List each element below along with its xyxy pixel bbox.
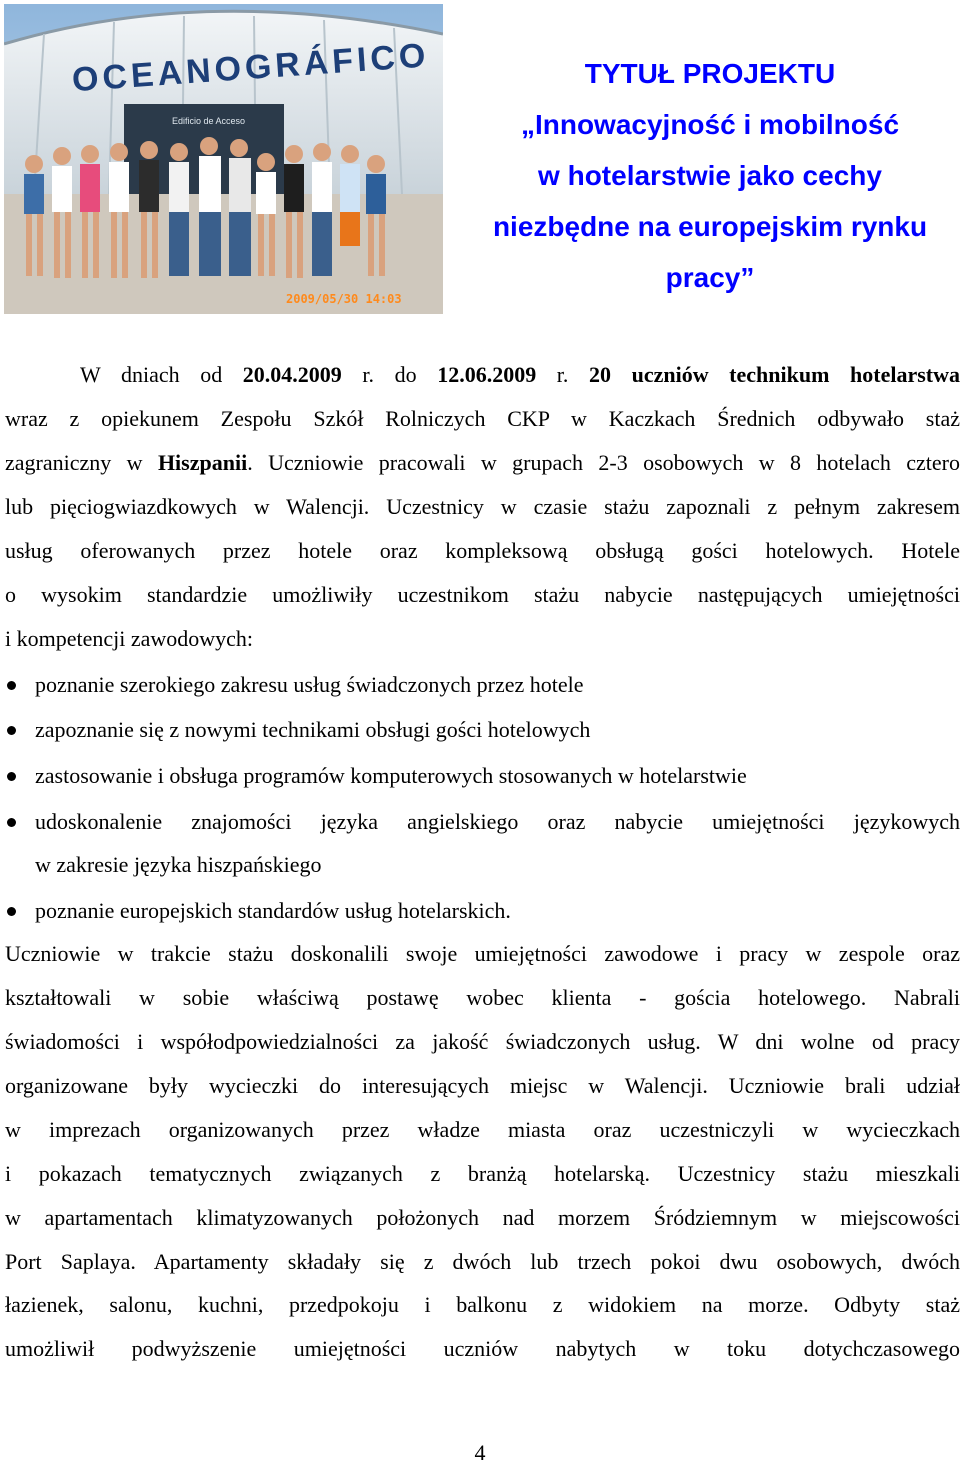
bullet-icon [7, 681, 16, 690]
closing-line-10: umożliwił podwyższenie umiejętności uczniów nabytych w toku dotychczasowego [5, 1336, 960, 1361]
list-item-text: w zakresie języka hiszpańskiego [35, 852, 322, 877]
photo-sign-text: OCEANOGRÁFICO [70, 36, 431, 100]
title-line-5: pracy” [665, 262, 755, 293]
photo-timestamp: 2009/05/30 14:03 [286, 292, 402, 306]
group-photo-illustration [4, 4, 443, 314]
intro-line-6: o wysokim standardzie umożliwiły uczestnikom stażu nabycie następujących umiejętności [5, 582, 960, 607]
closing-line-2: kształtowali w sobie właściwą postawę wobec klienta - gościa hotelowego. Nabrali [5, 985, 960, 1010]
title-line-3: w hotelarstwie jako cechy [538, 160, 882, 191]
intro-line-4: lub pięciogwiazdkowych w Walencji. Uczestnicy w czasie stażu zapoznali z pełnym zakresem [5, 494, 960, 519]
closing-line-6: i pokazach tematycznych związanych z branżą hotelarską. Uczestnicy stażu mieszkali [5, 1161, 960, 1186]
bullet-icon [7, 772, 16, 781]
title-line-1: TYTUŁ PROJEKTU [584, 58, 836, 89]
group-photo [4, 4, 443, 314]
closing-line-7: w apartamentach klimatyzowanych położonych nad morzem Śródziemnym w miejscowości [5, 1205, 960, 1230]
list-item-text: poznanie szerokiego zakresu usług świadczonych przez hotele [35, 672, 584, 697]
intro-line-5: usług oferowanych przez hotele oraz kompleksową obsługą gości hotelowych. Hotele [5, 538, 960, 563]
bullet-icon [7, 907, 16, 916]
closing-line-5: w imprezach organizowanych przez władze miasta oraz uczestniczyli w wycieczkach [5, 1117, 960, 1142]
list-item-text: udoskonalenie znajomości języka angielskiego oraz nabycie umiejętności językowych [35, 809, 960, 834]
title-line-4: niezbędne na europejskim rynku [492, 211, 928, 242]
intro-line-1: W dniach od 20.04.2009 r. do 12.06.2009 r. 20 uczniów technikum hotelarstwa [80, 362, 960, 387]
closing-line-1: Uczniowie w trakcie stażu doskonalili swoje umiejętności zawodowe i pracy w zespole oraz [5, 941, 960, 966]
intro-line-3: zagraniczny w Hiszpanii. Uczniowie pracowali w grupach 2-3 osobowych w 8 hotelach cztero [5, 450, 960, 475]
photo-entrance-text: Edificio de Acceso [172, 116, 246, 126]
title-line-2: „Innowacyjność i mobilność [520, 109, 900, 140]
page-number: 4 [474, 1440, 486, 1465]
closing-line-3: świadomości i współodpowiedzialności za jakość świadczonych usług. W dni wolne od pracy [5, 1029, 960, 1054]
project-title [470, 48, 950, 303]
closing-line-4: organizowane były wycieczki do interesujących miejsc w Walencji. Uczniowie brali udział [5, 1073, 960, 1098]
bullet-icon [7, 726, 16, 735]
list-item-text: poznanie europejskich standardów usług hotelarskich. [35, 898, 511, 923]
intro-line-7: i kompetencji zawodowych: [5, 626, 254, 651]
closing-line-9: łazienek, salonu, kuchni, przedpokoju i balkonu z widokiem na morze. Odbyty staż [5, 1292, 960, 1317]
list-item-text: zapoznanie się z nowymi technikami obsługi gości hotelowych [35, 717, 591, 742]
closing-line-8: Port Saplaya. Apartamenty składały się z dwóch lub trzech pokoi dwu osobowych, dwóch [5, 1249, 960, 1274]
bullet-icon [7, 818, 16, 827]
list-item-text: zastosowanie i obsługa programów komputerowych stosowanych w hotelarstwie [35, 763, 747, 788]
intro-line-2: wraz z opiekunem Zespołu Szkół Rolniczych CKP w Kaczkach Średnich odbywało staż [5, 406, 960, 431]
